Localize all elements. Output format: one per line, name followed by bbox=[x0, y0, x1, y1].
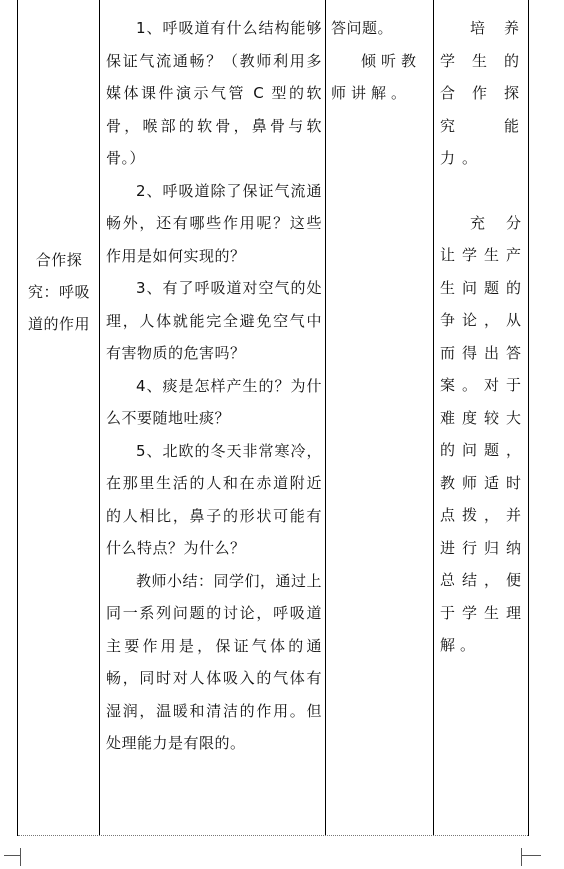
table-rule-left bbox=[17, 0, 18, 836]
question-3: 3、有了呼吸道对空气的处理，人体就能完全避免空气中有害物质的危害吗？ bbox=[106, 279, 322, 362]
teacher-summary: 教师小结：同学们，通过上同一系列问题的讨论，呼吸道主要作用是，保证气体的通畅，同时对人体吸入的气体有湿润，温暖和清洁的作用。但处理能力是有限的。 bbox=[106, 571, 323, 752]
design-intent-para-1: 培养学生的合作探究能力。 bbox=[440, 19, 526, 167]
question-2: 2、呼吸道除了保证气流通畅外，还有哪些作用呢？这些作用是如何实现的？ bbox=[106, 181, 322, 265]
table-rule-col2 bbox=[99, 0, 100, 836]
question-4: 4、痰是怎样产生的？为什么不要随地吐痰？ bbox=[106, 376, 322, 427]
design-intent-spacer bbox=[440, 175, 526, 207]
design-intent-para-2: 充分让学生产生问题的争论，从而得出答案。对于难度较大的问题，教师适时点拨，并进行归纳总结，便于学生理解。 bbox=[440, 213, 526, 654]
table-rule-right bbox=[528, 0, 529, 836]
activity-title-cell bbox=[20, 244, 98, 340]
student-activity-line-2: 倾听教师讲解。 bbox=[331, 51, 422, 102]
design-intent-cell bbox=[440, 12, 526, 662]
activity-title-line-3: 道的作用 bbox=[27, 315, 90, 333]
student-activity-cell bbox=[331, 12, 430, 110]
corner-mark-bottom-left-horizontal bbox=[4, 855, 20, 856]
corner-mark-bottom-right-horizontal bbox=[521, 855, 541, 856]
corner-mark-bottom-right bbox=[521, 848, 522, 866]
table-rule-col4 bbox=[433, 0, 434, 836]
student-activity-line-1: 答问题。 bbox=[331, 19, 394, 37]
table-bottom-border bbox=[18, 835, 528, 836]
table-rule-col3 bbox=[325, 0, 326, 836]
corner-mark-bottom-left bbox=[20, 848, 21, 866]
question-5: 5、北欧的冬天非常寒冷，在那里生活的人和在赤道附近的人相比，鼻子的形状可能有什么特点？为什么？ bbox=[106, 441, 322, 557]
teacher-activity-cell bbox=[106, 12, 322, 760]
activity-title-line-1: 合作探 bbox=[35, 251, 83, 269]
activity-title-line-2: 究：呼吸 bbox=[27, 283, 90, 301]
question-1: 1、呼吸道有什么结构能够保证气流通畅？（教师利用多媒体课件演示气管 C 型的软骨，喉部的软骨，鼻骨与软骨。） bbox=[106, 19, 322, 167]
